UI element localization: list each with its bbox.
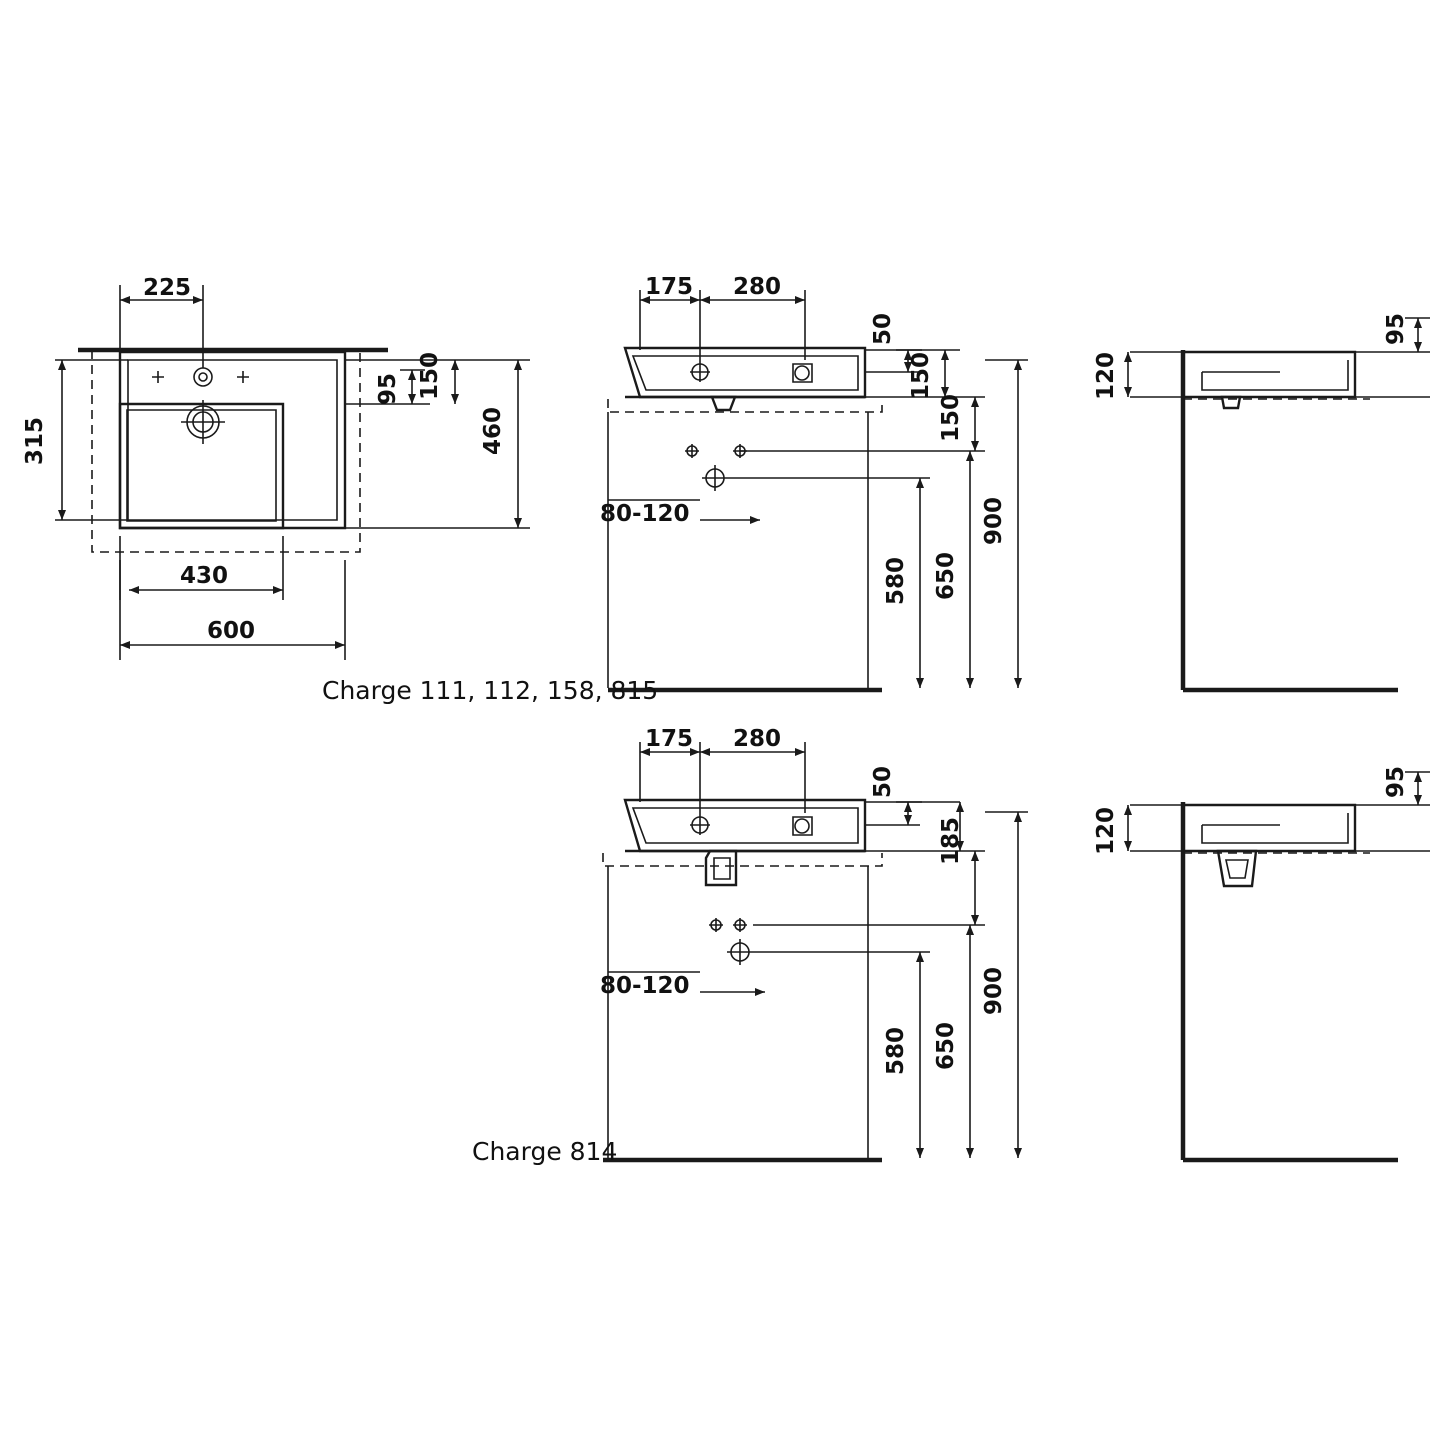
front-view-bottom-dimension-text bbox=[600, 726, 1007, 1075]
dim-s1-120: 120 bbox=[1093, 351, 1119, 400]
dim-f1-150a: 150 bbox=[908, 351, 934, 400]
dim-s1-95: 95 bbox=[1383, 312, 1409, 345]
dim-315: 315 bbox=[22, 416, 48, 465]
dim-f1-280: 280 bbox=[733, 274, 782, 300]
dim-f2-185: 185 bbox=[938, 816, 964, 865]
dim-600: 600 bbox=[207, 618, 256, 644]
dim-f2-80-120: 80-120 bbox=[600, 973, 690, 999]
dim-s2-95: 95 bbox=[1383, 765, 1409, 798]
front-view-top-dimension-text bbox=[600, 274, 1007, 605]
side-view-top-geometry bbox=[1128, 318, 1430, 690]
top-view-dimension-text bbox=[22, 275, 506, 644]
dim-f1-580: 580 bbox=[883, 556, 909, 605]
charge-label-bottom: Charge 814 bbox=[472, 1137, 618, 1166]
dim-f2-580: 580 bbox=[883, 1026, 909, 1075]
dim-f1-650: 650 bbox=[933, 551, 959, 600]
dim-150: 150 bbox=[417, 351, 443, 400]
dim-95: 95 bbox=[375, 372, 401, 405]
dim-f2-900: 900 bbox=[981, 966, 1007, 1015]
dim-f2-50: 50 bbox=[870, 765, 896, 798]
side-view-bottom-geometry bbox=[1128, 772, 1430, 1160]
side-view-bottom-dimension-text bbox=[1093, 766, 1409, 855]
dim-430: 430 bbox=[180, 563, 229, 589]
front-view-top-dimension-lines bbox=[640, 300, 1028, 688]
dim-f2-650: 650 bbox=[933, 1021, 959, 1070]
dim-s2-120: 120 bbox=[1093, 806, 1119, 855]
front-view-bottom-dimension-lines bbox=[640, 752, 1028, 1158]
dim-f2-175: 175 bbox=[645, 726, 694, 752]
dim-f2-280: 280 bbox=[733, 726, 782, 752]
charge-label-top: Charge 111, 112, 158, 815 bbox=[322, 676, 659, 705]
side-view-top-dimension-text bbox=[1093, 313, 1409, 400]
dim-460: 460 bbox=[480, 406, 506, 455]
front-view-top-geometry bbox=[608, 290, 985, 690]
dim-f1-50: 50 bbox=[870, 312, 896, 345]
dim-f1-150b: 150 bbox=[938, 393, 964, 442]
front-view-bottom-geometry bbox=[603, 742, 985, 1160]
dim-f1-900: 900 bbox=[981, 496, 1007, 545]
dim-f1-80-120: 80-120 bbox=[600, 501, 690, 527]
dim-225: 225 bbox=[143, 275, 192, 301]
dim-f1-175: 175 bbox=[645, 274, 694, 300]
top-view-geometry bbox=[55, 285, 530, 660]
